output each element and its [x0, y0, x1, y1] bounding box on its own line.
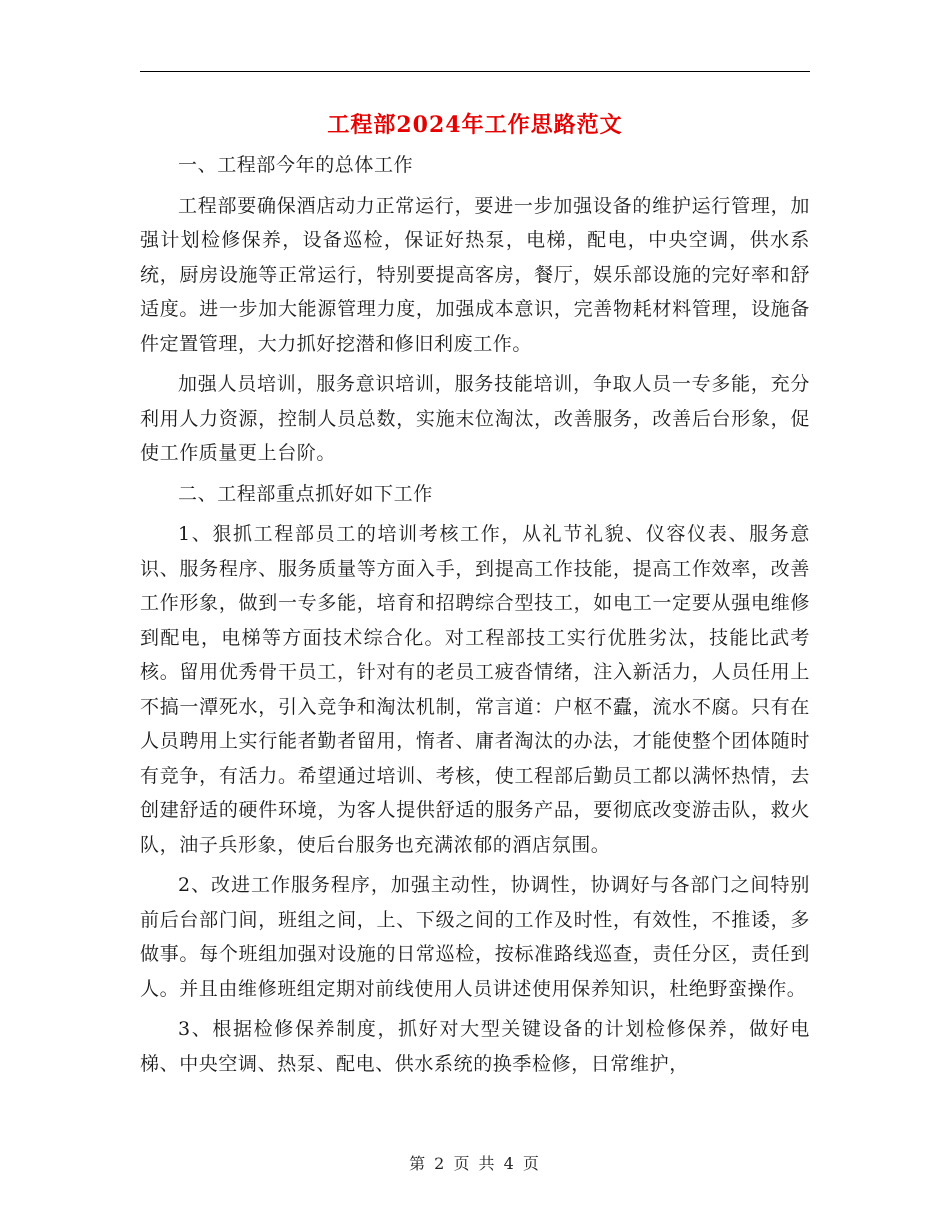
- body-paragraph: 工程部要确保酒店动力正常运行，要进一步加强设备的维护运行管理，加强计划检修保养，设备巡检，保证好热泵，电梯，配电，中央空调，供水系统，厨房设施等正常运行，特别要提高客房，餐厅，娱乐部设施的完好率和舒适度。进一步加大能源管理力度，加强成本意识，完善物耗材料管理，设施备件定置管理，大力抓好挖潜和修旧利废工作。: [140, 194, 810, 355]
- header-rule: [140, 71, 810, 72]
- section-heading-1: 一、工程部今年的总体工作: [178, 154, 414, 176]
- body-paragraph: 2、改进工作服务程序，加强主动性，协调性，协调好与各部门之间特别前后台部门间，班组之间，上、下级之间的工作及时性，有效性，不推诿，多做事。每个班组加强对设施的日常巡检，按标准路线巡查，责任分区，责任到人。并且由维修班组定期对前线使用人员讲述使用保养知识，杜绝野蛮操作。: [140, 874, 810, 1000]
- body-paragraph: 加强人员培训，服务意识培训，服务技能培训，争取人员一专多能，充分利用人力资源，控制人员总数，实施末位淘汰，改善服务，改善后台形象，促使工作质量更上台阶。: [140, 373, 810, 464]
- page-number-footer: 第 2 页 共 4 页: [409, 1154, 541, 1173]
- body-paragraph: 1、狠抓工程部员工的培训考核工作，从礼节礼貌、仪容仪表、服务意识、服务程序、服务质量等方面入手，到提高工作技能，提高工作效率，改善工作形象，做到一专多能，培育和招聘综合型技工，如电工一定要从强电维修到配电，电梯等方面技术综合化。对工程部技工实行优胜劣汰，技能比武考核。留用优秀骨干员工，针对有的老员工疲沓情绪，注入新活力，人员任用上不搞一潭死水，引入竞争和淘汰机制，常言道：户枢不蠹，流水不腐。只有在人员聘用上实行能者勤者留用，惰者、庸者淘汰的办法，才能使整个团体随时有竞争，有活力。希望通过培训、考核，使工程部后勤员工都以满怀热情，去创建舒适的硬件环境，为客人提供舒适的服务产品，要彻底改变游击队，救火队，油子兵形象，使后台服务也充满浓郁的酒店氛围。: [140, 523, 810, 856]
- document-body: [140, 148, 810, 1087]
- body-paragraph: 3、根据检修保养制度，抓好对大型关键设备的计划检修保养，做好电梯、中央空调、热泵、配电、供水系统的换季检修，日常维护，: [140, 1018, 810, 1075]
- section-heading-2: 二、工程部重点抓好如下工作: [178, 482, 433, 505]
- document-title: 工程部2024年工作思路范文: [327, 112, 623, 138]
